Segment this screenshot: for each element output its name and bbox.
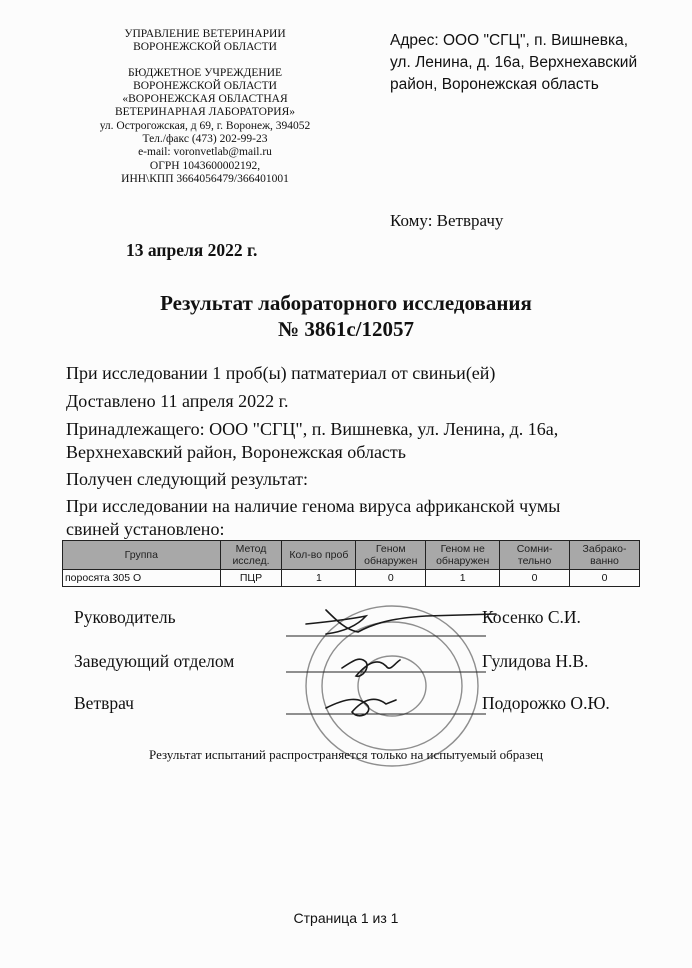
- signature-role: Руководитель: [74, 607, 176, 627]
- address-line: район, Воронежская область: [390, 76, 599, 93]
- column-header: Кол-во проб: [282, 541, 356, 570]
- footnote: Результат испытаний распространяется только на испытуемый образец: [149, 747, 543, 762]
- signature-role: Заведующий отделом: [74, 651, 235, 671]
- column-header: Группа: [63, 541, 221, 570]
- body-paragraph: Получен следующий результат:: [66, 469, 309, 489]
- body-paragraph: [66, 418, 646, 464]
- title-line: Результат лабораторного исследования: [160, 291, 532, 315]
- column-header: Забрако- ванно: [570, 541, 640, 570]
- address-line: ул. Ленина, д. 16а, Верхнехавский: [390, 54, 638, 71]
- org-line: Тел./факс (473) 202-99-23: [142, 133, 268, 146]
- table-cell: 1: [282, 570, 356, 587]
- document-date: 13 апреля 2022 г.: [126, 240, 258, 260]
- body-paragraph: Доставлено 11 апреля 2022 г.: [66, 391, 289, 411]
- org-line: ИНН\КПП 3664056479/366401001: [121, 172, 289, 185]
- organization-header: [80, 28, 330, 186]
- recipient-address: [390, 30, 680, 96]
- recipient: Кому: Ветврачу: [390, 211, 504, 230]
- org-line: ВОРОНЕЖСКОЙ ОБЛАСТИ: [133, 79, 277, 92]
- table-cell: 0: [570, 570, 640, 587]
- table-cell: поросята 305 О: [63, 570, 221, 587]
- column-header: Метод исслед.: [220, 541, 282, 570]
- column-header: Геном не обнаружен: [426, 541, 500, 570]
- org-line: ВОРОНЕЖСКОЙ ОБЛАСТИ: [133, 41, 277, 54]
- table-cell: ПЦР: [220, 570, 282, 587]
- org-line: ОГРН 1043600002192,: [149, 159, 261, 172]
- signature-name: Косенко С.И.: [482, 607, 581, 627]
- org-line: БЮДЖЕТНОЕ УЧРЕЖДЕНИЕ: [127, 66, 283, 79]
- body-paragraph: При исследовании 1 проб(ы) патматериал от свиньи(ей): [66, 363, 496, 383]
- body-paragraph: [66, 495, 646, 541]
- page-number: Страница 1 из 1: [293, 910, 399, 926]
- owner-line: Верхнехавский район, Воронежская область: [66, 442, 406, 462]
- column-header: Геном обнаружен: [356, 541, 426, 570]
- finding-line: При исследовании на наличие генома вируса африканской чумы: [66, 496, 561, 516]
- org-line: «ВОРОНЕЖСКАЯ ОБЛАСТНАЯ: [122, 93, 288, 106]
- owner-line: Принадлежащего: ООО "СГЦ", п. Вишневка, ул. Ленина, д. 16а,: [66, 419, 559, 439]
- table-cell: 0: [356, 570, 426, 587]
- column-header: Сомни- тельно: [500, 541, 570, 570]
- org-line: УПРАВЛЕНИЕ ВЕТЕРИНАРИИ: [124, 28, 286, 40]
- document-title: [0, 290, 692, 342]
- table-header-row: [63, 541, 640, 570]
- results-table: [62, 540, 640, 587]
- signature-role: Ветврач: [74, 693, 134, 713]
- table-row: [63, 570, 640, 587]
- signature-name: Подорожко О.Ю.: [482, 693, 610, 713]
- table-cell: 1: [426, 570, 500, 587]
- finding-line: свиней установлено:: [66, 519, 225, 539]
- org-line: ул. Острогожская, д 69, г. Воронеж, 394052: [99, 119, 311, 132]
- org-line: ВЕТЕРИНАРНАЯ ЛАБОРАТОРИЯ»: [114, 106, 296, 119]
- document-number: № 3861с/12057: [277, 317, 414, 341]
- org-line: e-mail: voronvetlab@mail.ru: [138, 146, 272, 159]
- address-line: Адрес: ООО "СГЦ", п. Вишневка,: [390, 32, 629, 49]
- table-cell: 0: [500, 570, 570, 587]
- signature-name: Гулидова Н.В.: [482, 651, 589, 671]
